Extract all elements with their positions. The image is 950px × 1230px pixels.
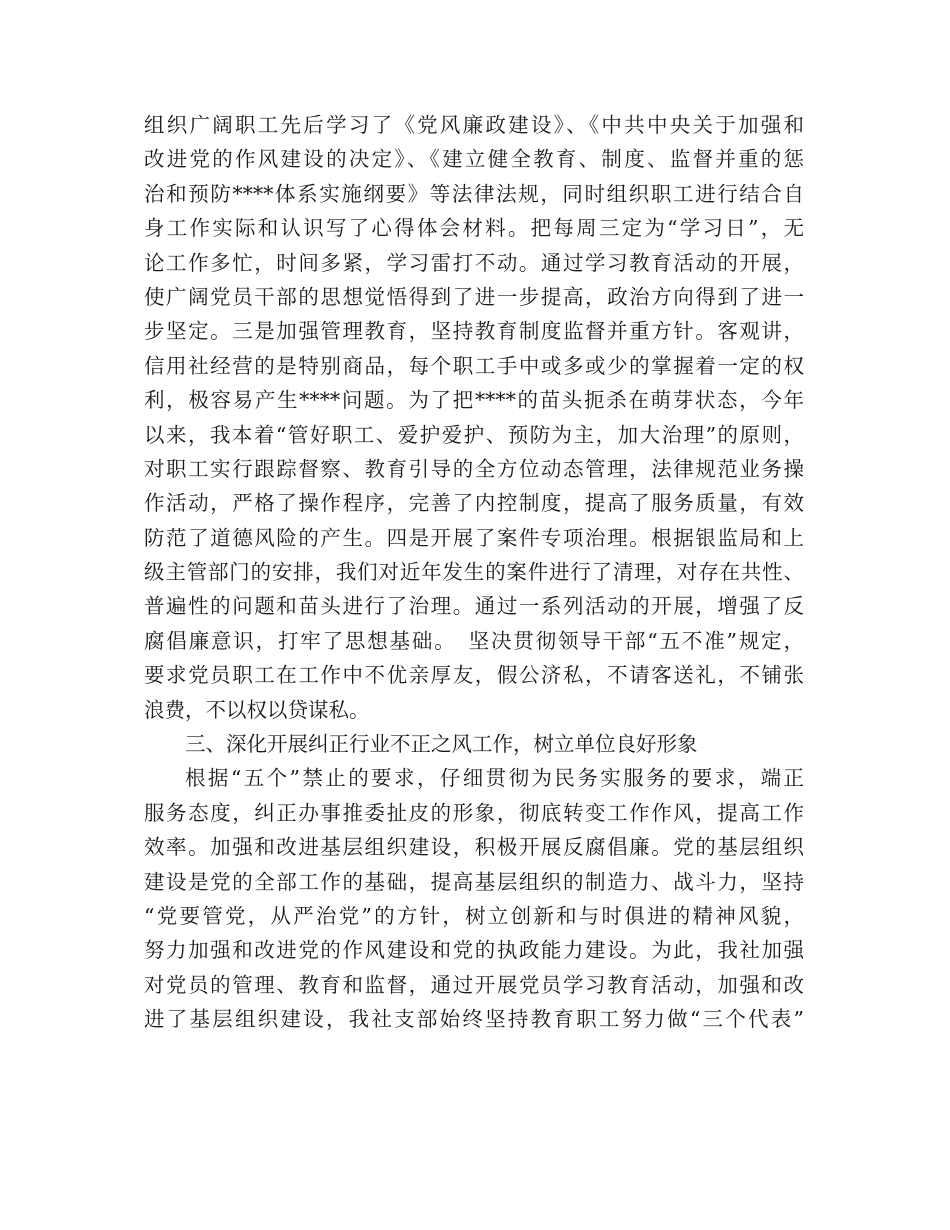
text-line: 要求党员职工在工作中不优亲厚友，假公济私，不请客送礼，不铺张: [144, 663, 804, 688]
text-line: 利，极容易产生****问题。为了把****的苗头扼杀在萌芽状态，今年: [144, 388, 804, 413]
text-line: 治和预防****体系实施纲要》等法律法规，同时组织职工进行结合自: [144, 181, 804, 206]
text-line: 作活动，严格了操作程序，完善了内控制度，提高了服务质量，有效: [144, 491, 804, 516]
text-line: 效率。加强和改进基层组织建设，积极开展反腐倡廉。党的基层组织: [144, 835, 804, 860]
text-line: 普遍性的问题和苗头进行了治理。通过一系列活动的开展，增强了反: [144, 594, 804, 619]
text-line: 信用社经营的是特别商品，每个职工手中或多或少的掌握着一定的权: [144, 353, 804, 378]
text-line: “党要管党，从严治党”的方针，树立创新和与时俱进的精神风貌，: [144, 903, 804, 928]
text-line: 论工作多忙，时间多紧，学习雷打不动。通过学习教育活动的开展，: [144, 250, 804, 275]
text-line: 努力加强和改进党的作风建设和党的执政能力建设。为此，我社加强: [144, 938, 804, 963]
text-line: 组织广阔职工先后学习了《党风廉政建设》、《中共中央关于加强和: [144, 113, 804, 137]
text-line: 根据“五个”禁止的要求，仔细贯彻为民务实服务的要求，端正: [185, 766, 804, 791]
text-line: 对党员的管理、教育和监督，通过开展党员学习教育活动，加强和改: [144, 972, 804, 997]
text-line: 腐倡廉意识，打牢了思想基础。 坚决贯彻领导干部“五不准”规定，: [144, 628, 804, 653]
text-line: 建设是党的全部工作的基础，提高基层组织的制造力、战斗力，坚持: [144, 869, 804, 894]
text-line: 级主管部门的安排，我们对近年发生的案件进行了清理，对存在共性、: [144, 560, 804, 585]
text-line: 改进党的作风建设的决定》、《建立健全教育、制度、监督并重的惩: [144, 147, 804, 172]
text-line: 身工作实际和认识写了心得体会材料。把每周三定为“学习日”，无: [144, 216, 804, 241]
text-line: 使广阔党员干部的思想觉悟得到了进一步提高，政治方向得到了进一: [144, 284, 804, 309]
text-line: 步坚定。三是加强管理教育，坚持教育制度监督并重方针。客观讲，: [144, 319, 804, 344]
paragraph-end-line: 浪费，不以权以贷谋私。: [144, 697, 370, 722]
text-line: 进了基层组织建设，我社支部始终坚持教育职工努力做“三个代表”: [144, 1007, 804, 1032]
text-line: 防范了道德风险的产生。四是开展了案件专项治理。根据银监局和上: [144, 525, 804, 550]
text-line: 以来，我本着“管好职工、爱护爱护、预防为主，加大治理”的原则，: [144, 422, 804, 447]
document-body: [144, 108, 804, 1037]
section-heading: 三、深化开展纠正行业不正之风工作，树立单位良好形象: [185, 732, 698, 757]
text-line: 服务态度，纠正办事推委扯皮的形象，彻底转变工作作风，提高工作: [144, 800, 804, 825]
text-line: 对职工实行跟踪督察、教育引导的全方位动态管理，法律规范业务操: [144, 456, 804, 481]
